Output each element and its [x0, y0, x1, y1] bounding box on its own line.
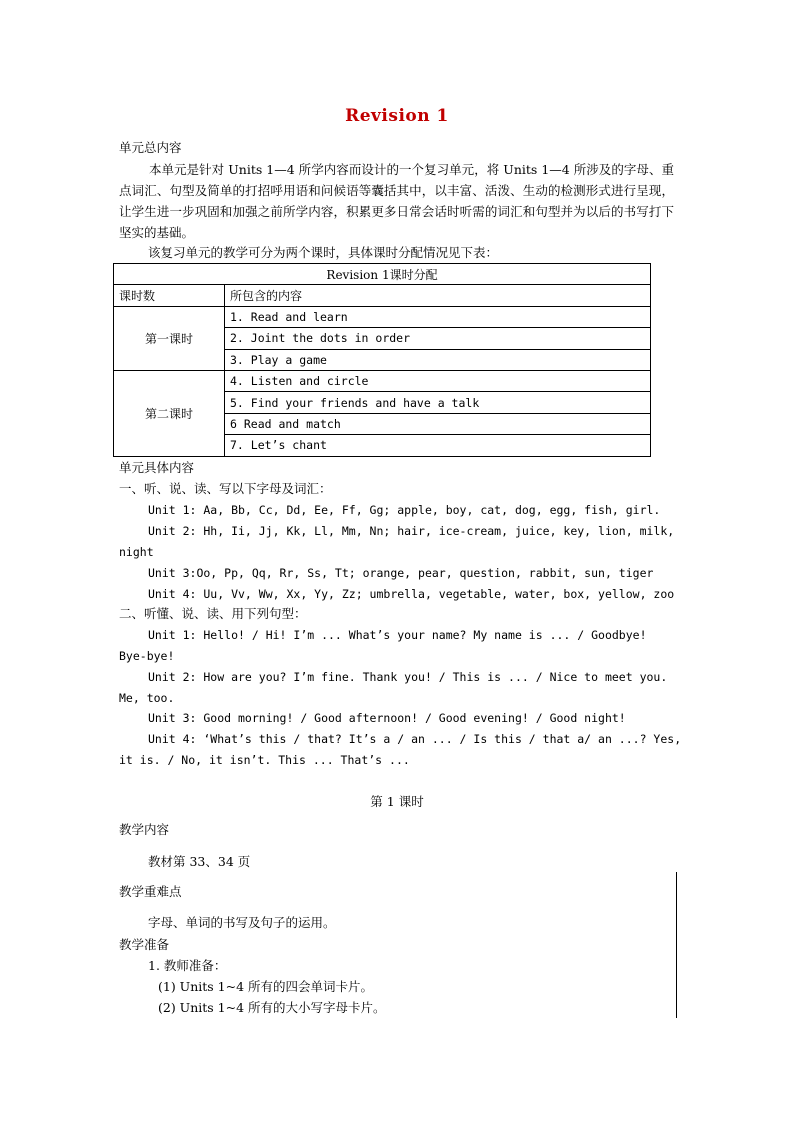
table-header-row [114, 285, 651, 306]
unit2-vocab: Unit 2: Hh, Ii, Jj, Kk, Ll, Mm, Nn; hair, ice-cream, juice, key, lion, milk, [148, 524, 675, 538]
lesson-item: 5. Find your friends and have a talk [225, 392, 651, 413]
unit1-vocab: Unit 1: Aa, Bb, Cc, Dd, Ee, Ff, Gg; apple, boy, cat, dog, egg, fish, girl. [148, 503, 661, 517]
table-row [114, 370, 651, 391]
lesson-item: 1. Read and learn [225, 306, 651, 327]
unit4-sentences: Unit 4: ‘What’s this / that? It’s a / an ... / Is this / that a/ an ...? Yes, [148, 732, 682, 746]
lesson-item: 7. Let’s chant [225, 435, 651, 456]
lesson-name: 第一课时 [114, 306, 225, 370]
overview-heading: 单元总内容 [119, 140, 182, 155]
unit1-sentences: Unit 1: Hello! / Hi! I’m ... What’s your name? My name is ... / Goodbye! [148, 628, 647, 642]
unit4-sentences-cont: it is. / No, it isn’t. This ... That’s ... [119, 753, 410, 767]
preparation-item: (2) Units 1~4 所有的大小写字母卡片。 [158, 1000, 386, 1015]
content-label: 教学内容 [119, 822, 170, 837]
overview-paragraph: 本单元是针对 Units 1—4 所学内容而设计的一个复习单元，将 Units 1—4 所涉及的字母、重点词汇、句型及简单的打招呼用语和问候语等囊括其中，以丰富、活泼、生动的检测形式进行呈现，让学生进一步巩固和加强之前所学内容，积累更多日常会话时听需的词汇和句型并为以后的书写打下坚实的基础。 [119, 162, 674, 240]
content-text: 教材第 33、34 页 [148, 854, 251, 869]
lesson-item: 6 Read and match [225, 413, 651, 434]
lesson-item: 2. Joint the dots in order [225, 328, 651, 349]
part1-title: 一、听、说、读、写以下字母及词汇： [119, 481, 332, 496]
lesson-name: 第二课时 [114, 370, 225, 456]
key-points-text: 字母、单词的书写及句子的运用。 [148, 915, 336, 930]
lesson-item: 3. Play a game [225, 349, 651, 370]
lesson1-heading: 第 1 课时 [370, 794, 424, 809]
table-caption: Revision 1课时分配 [114, 264, 651, 285]
unit2-sentences: Unit 2: How are you? I’m fine. Thank you! / This is ... / Nice to meet you. [148, 670, 668, 684]
unit3-sentences: Unit 3: Good morning! / Good afternoon! / Good evening! / Good night! [148, 711, 626, 725]
key-points-label: 教学重难点 [119, 884, 182, 899]
part2-title: 二、听懂、说、读、用下列句型： [119, 606, 307, 621]
header-content: 所包含的内容 [225, 285, 651, 306]
lesson-plan-table [113, 263, 651, 457]
unit2-vocab-cont: night [119, 545, 154, 559]
unit1-sentences-cont: Bye-bye! [119, 649, 175, 663]
details-heading: 单元具体内容 [119, 460, 195, 475]
unit2-sentences-cont: Me, too. [119, 691, 175, 705]
unit4-vocab: Unit 4: Uu, Vv, Ww, Xx, Yy, Zz; umbrella, vegetable, water, box, yellow, zoo [148, 587, 675, 601]
table-caption-row [114, 264, 651, 285]
split-note: 该复习单元的教学可分为两个课时，具体课时分配情况见下表： [148, 245, 499, 260]
preparation-item: (1) Units 1~4 所有的四会单词卡片。 [158, 979, 374, 994]
document-title: Revision 1 [345, 106, 449, 126]
lesson-item: 4. Listen and circle [225, 370, 651, 391]
margin-rule [676, 872, 677, 1018]
table-row [114, 306, 651, 327]
unit3-vocab: Unit 3:Oo, Pp, Qq, Rr, Ss, Tt; orange, pear, question, rabbit, sun, tiger [148, 566, 654, 580]
header-lessons: 课时数 [114, 285, 225, 306]
preparation-label: 教学准备 [119, 937, 170, 952]
teacher-preparation: 1. 教师准备： [148, 958, 227, 973]
